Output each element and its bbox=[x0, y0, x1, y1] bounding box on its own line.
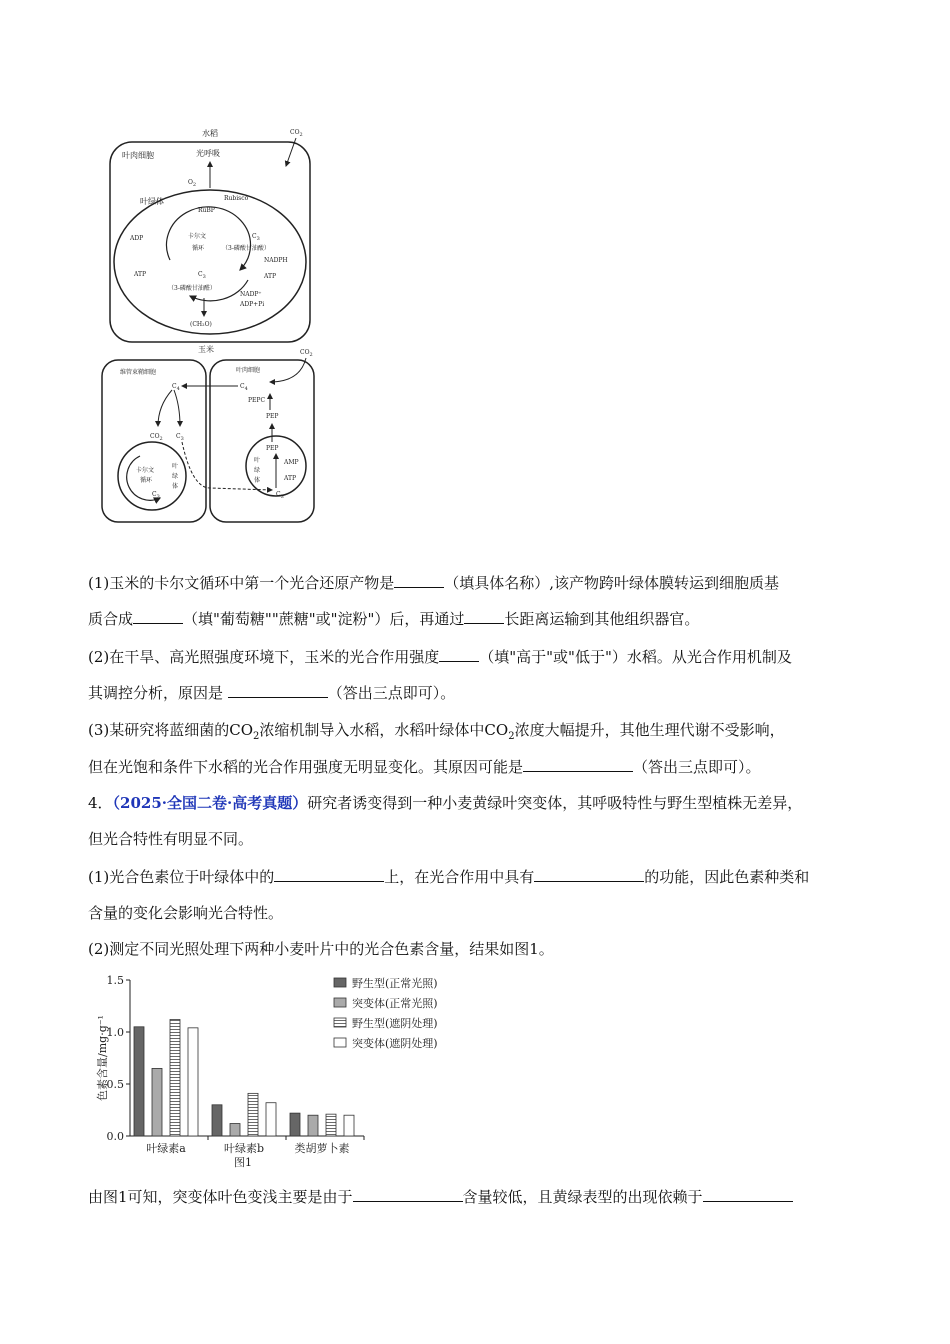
q3-part1-line1: (1)玉米的卡尔文循环中第一个光合还原产物是 （填具体名称）,该产物跨叶绿体膜转运到细胞质基 bbox=[88, 574, 780, 592]
answer-blank[interactable] bbox=[228, 682, 328, 698]
atp-corn-label: ATP bbox=[284, 475, 297, 482]
legend-swatch bbox=[334, 1018, 346, 1027]
y-axis-label: 色素含量/mg·g⁻¹ bbox=[96, 1015, 109, 1101]
calvin-corn-label: 卡尔文 bbox=[136, 467, 155, 474]
y-tick-label: 1.5 bbox=[106, 974, 124, 987]
bar bbox=[152, 1068, 162, 1136]
corn-mesophyll-label: 叶肉细胞 bbox=[236, 367, 261, 374]
answer-blank[interactable] bbox=[534, 866, 644, 882]
answer-blank[interactable] bbox=[353, 1186, 463, 1202]
legend-entry: 野生型(遮阴处理) bbox=[352, 1017, 438, 1030]
chloroplast-vert-1: 叶 bbox=[172, 463, 179, 470]
bar bbox=[308, 1115, 318, 1136]
bar bbox=[170, 1020, 180, 1136]
chloroplast-right-vert-2: 绿 bbox=[254, 467, 261, 474]
nadph-label: NADPH bbox=[264, 257, 288, 264]
chloroplast-vert-3: 体 bbox=[172, 483, 179, 490]
bar bbox=[212, 1105, 222, 1136]
legend-entry: 突变体(正常光照) bbox=[352, 997, 438, 1010]
answer-blank[interactable] bbox=[394, 572, 444, 588]
q4-part1-line2: 含量的变化会影响光合特性。 bbox=[88, 904, 284, 922]
q3-part3-line2: 但在光饱和条件下水稻的光合作用强度无明显变化。其原因可能是 （答出三点即可）。 bbox=[88, 758, 761, 776]
rubp-label: RuBP bbox=[198, 207, 215, 214]
bar bbox=[188, 1028, 198, 1136]
q4-source: （2025·全国二卷·高考真题） bbox=[112, 794, 308, 812]
x-tick-label: 叶绿素b bbox=[223, 1142, 265, 1155]
y-tick-label: 0.0 bbox=[106, 1130, 124, 1143]
bar bbox=[266, 1103, 276, 1136]
pepc-label: PEPC bbox=[248, 397, 266, 404]
y-tick-label: 1.0 bbox=[106, 1026, 124, 1039]
ch2o-label: (CH₂O) bbox=[190, 321, 212, 328]
bar bbox=[134, 1027, 144, 1136]
answer-blank[interactable] bbox=[703, 1186, 793, 1202]
pep-inner-label: PEP bbox=[266, 445, 279, 452]
chart-title: 图1 bbox=[234, 1156, 252, 1169]
answer-blank[interactable] bbox=[439, 646, 479, 662]
atp-right-label: ATP bbox=[264, 273, 277, 280]
photorespiration-label: 光呼吸 bbox=[196, 149, 220, 158]
o2-label: $O_2$ bbox=[188, 179, 197, 188]
chloroplast-right-vert-1: 叶 bbox=[254, 457, 261, 464]
chloroplast-label: 叶绿体 bbox=[140, 197, 164, 206]
corn-mesophyll-cell bbox=[210, 360, 314, 522]
amp-label: AMP bbox=[284, 459, 299, 466]
c3-top-label: $C_3$ bbox=[252, 233, 260, 242]
c4-left-label: $C_4$ bbox=[172, 383, 180, 392]
pigment-chart bbox=[96, 968, 476, 1178]
cycle-label: 循环 bbox=[192, 245, 205, 252]
bar bbox=[326, 1114, 336, 1136]
atp-left-label: ATP bbox=[134, 271, 147, 278]
chloroplast-vert-2: 绿 bbox=[172, 473, 179, 480]
q4-part3-line: 由图1可知，突变体叶色变浅主要是由于 含量较低，且黄绿表型的出现依赖于 bbox=[88, 1186, 793, 1207]
legend-entry: 突变体(遮阴处理) bbox=[352, 1037, 438, 1050]
q3-part1-line2: 质合成 （填"葡萄糖""蔗糖"或"淀粉"）后，再通过 长距离运输到其他组织器官。 bbox=[88, 610, 700, 628]
answer-blank[interactable] bbox=[464, 608, 504, 624]
q3-part3-line1: (3)某研究将蓝细菌的$CO_2$浓缩机制导入水稻，水稻叶绿体中$CO_2$浓度大幅提升，其他生理代谢不受影响， bbox=[88, 721, 785, 742]
legend-swatch bbox=[334, 978, 346, 987]
calvin-label: 卡尔文 bbox=[188, 233, 207, 240]
y-tick-label: 0.5 bbox=[106, 1078, 124, 1091]
bar bbox=[344, 1115, 354, 1136]
q4-part1-line1: (1)光合色素位于叶绿体中的 上，在光合作用中具有 的功能，因此色素种类和 bbox=[88, 868, 810, 886]
corn-title: 玉米 bbox=[198, 345, 214, 354]
q4-intro-line1: 4．（2025·全国二卷·高考真题）研究者诱变得到一种小麦黄绿叶突变体，其呼吸特性与野生型植株无差异， bbox=[88, 794, 803, 812]
pga-label: （3-磷酸甘油酸） bbox=[222, 245, 270, 252]
c3-bottom-label: $C_3$ bbox=[198, 271, 206, 280]
q4-intro-line2: 但光合特性有明显不同。 bbox=[88, 830, 254, 848]
bundle-sheath-label: 维管束鞘细胞 bbox=[120, 369, 157, 376]
q3-part2-line2: 其调控分析，原因是 （答出三点即可）。 bbox=[88, 684, 456, 702]
corn-co2-label: $CO_2$ bbox=[300, 349, 313, 358]
co2-inner-label: $CO_2$ bbox=[150, 433, 163, 442]
legend-swatch bbox=[334, 1038, 346, 1047]
bar bbox=[248, 1093, 258, 1136]
nadp-label: NADP⁺ bbox=[240, 291, 262, 298]
mesophyll-label: 叶肉细胞 bbox=[122, 151, 154, 160]
answer-blank[interactable] bbox=[274, 866, 384, 882]
x-tick-label: 类胡萝卜素 bbox=[294, 1142, 350, 1155]
c3-mesophyll-label: $C_3$ bbox=[276, 491, 284, 500]
co2-label: $CO_2$ bbox=[290, 129, 303, 138]
q3-part2-line1: (2)在干旱、高光照强度环境下，玉米的光合作用强度 （填"高于"或"低于"）水稻。从光合作用机制及 bbox=[88, 648, 792, 666]
c3-inner-label: $C_3$ bbox=[176, 433, 184, 442]
x-tick-label: 叶绿素a bbox=[146, 1142, 186, 1155]
legend-entry: 野生型(正常光照) bbox=[352, 977, 438, 990]
g3p-label: （3-磷酸甘油醛） bbox=[168, 285, 216, 292]
photosynthesis-diagram bbox=[100, 120, 332, 528]
answer-blank[interactable] bbox=[133, 608, 183, 624]
answer-blank[interactable] bbox=[523, 756, 633, 772]
q4-part2-line: (2)测定不同光照处理下两种小麦叶片中的光合色素含量，结果如图1。 bbox=[88, 940, 554, 958]
bar bbox=[230, 1124, 240, 1136]
chloroplast-right-vert-3: 体 bbox=[254, 477, 261, 484]
adppi-label: ADP+Pi bbox=[240, 301, 265, 308]
rice-title: 水稻 bbox=[202, 129, 218, 138]
c4-right-label: $C_4$ bbox=[240, 383, 248, 392]
legend-swatch bbox=[334, 998, 346, 1007]
rubisco-label: Rubisco bbox=[224, 195, 249, 202]
c3-corn-label: $C_3$ bbox=[152, 491, 160, 500]
pep-label: PEP bbox=[266, 413, 279, 420]
cycle-corn-label: 循环 bbox=[140, 477, 153, 484]
adp-label: ADP bbox=[130, 235, 144, 242]
bar bbox=[290, 1113, 300, 1136]
